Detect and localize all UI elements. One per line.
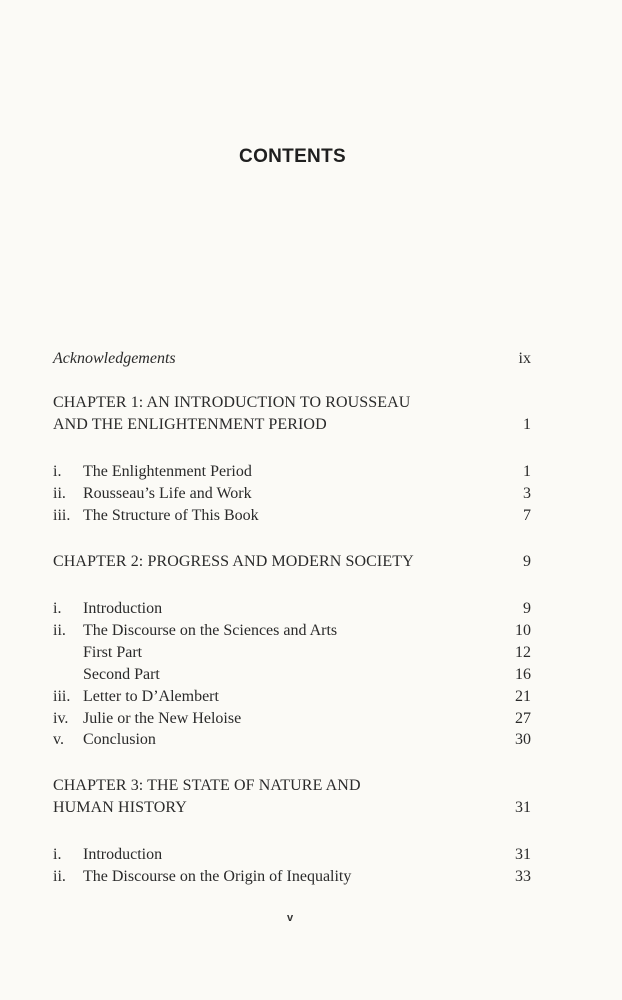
toc-chapter-2 (53, 551, 531, 573)
toc-section-label: Julie or the New Heloise (83, 710, 242, 727)
toc-section-number: ii. (53, 868, 66, 885)
toc-section-label: Conclusion (83, 731, 156, 748)
toc-page-number: ix (518, 350, 531, 367)
toc-section (53, 461, 531, 483)
toc-entry-acknowledgements (53, 348, 531, 370)
toc-subsection-label: Second Part (83, 666, 160, 683)
toc-section (53, 686, 531, 708)
toc-page-number: 31 (515, 799, 531, 816)
toc-section-label: The Discourse on the Origin of Inequality (83, 868, 352, 885)
toc-section-label: Introduction (83, 846, 163, 863)
toc-subsection (53, 642, 531, 664)
toc-entry-label: Acknowledgements (53, 350, 176, 367)
page-title: CONTENTS (239, 146, 346, 167)
toc-section (53, 708, 531, 730)
toc-page-number: 31 (515, 846, 531, 863)
toc-page-number: 1 (523, 416, 531, 433)
toc-section-label: The Structure of This Book (83, 507, 259, 524)
toc-chapter-title-line: AND THE ENLIGHTENMENT PERIOD (53, 416, 327, 433)
toc-section (53, 866, 531, 888)
toc-page-number: 1 (523, 463, 531, 480)
toc-page-number: 16 (515, 666, 531, 683)
toc-chapter-title-line: CHAPTER 3: THE STATE OF NATURE AND (53, 777, 361, 794)
toc-section (53, 844, 531, 866)
toc-section-number: i. (53, 463, 62, 480)
toc-page-number: 10 (515, 622, 531, 639)
toc-section (53, 729, 531, 751)
toc-section-label: The Discourse on the Sciences and Arts (83, 622, 338, 639)
toc-subsection-label: First Part (83, 644, 143, 661)
toc-chapter-title-line: CHAPTER 1: AN INTRODUCTION TO ROUSSEAU (53, 394, 411, 411)
toc-section-number: iii. (53, 688, 71, 705)
toc-section-number: iv. (53, 710, 69, 727)
toc-section-label: The Enlightenment Period (83, 463, 252, 480)
toc-page-number: 7 (523, 507, 531, 524)
toc-page-number: 12 (515, 644, 531, 661)
toc-section (53, 598, 531, 620)
toc-section-label: Introduction (83, 600, 163, 617)
toc-section-number: iii. (53, 507, 71, 524)
toc-page-number: 21 (515, 688, 531, 705)
toc-chapter-3 (53, 775, 531, 819)
toc-page-number: 30 (515, 731, 531, 748)
toc-chapter-title-line: CHAPTER 2: PROGRESS AND MODERN SOCIETY (53, 553, 414, 570)
toc-section (53, 483, 531, 505)
toc-page-number: 9 (523, 600, 531, 617)
toc-section-label: Rousseau’s Life and Work (83, 485, 252, 502)
toc-section (53, 620, 531, 642)
page-folio: v (286, 912, 294, 924)
toc-section-number: i. (53, 846, 62, 863)
toc-section (53, 505, 531, 527)
toc-section-number: ii. (53, 622, 66, 639)
toc-section-number: v. (53, 731, 64, 748)
toc-page-number: 33 (515, 868, 531, 885)
toc-page-number: 9 (523, 553, 531, 570)
toc-section-label: Letter to D’Alembert (83, 688, 219, 705)
toc-page-number: 27 (515, 710, 531, 727)
toc-chapter-1 (53, 392, 531, 436)
toc-section-number: ii. (53, 485, 66, 502)
toc-section-number: i. (53, 600, 62, 617)
toc-subsection (53, 664, 531, 686)
toc-chapter-title-line: HUMAN HISTORY (53, 799, 187, 816)
toc-page-number: 3 (523, 485, 531, 502)
